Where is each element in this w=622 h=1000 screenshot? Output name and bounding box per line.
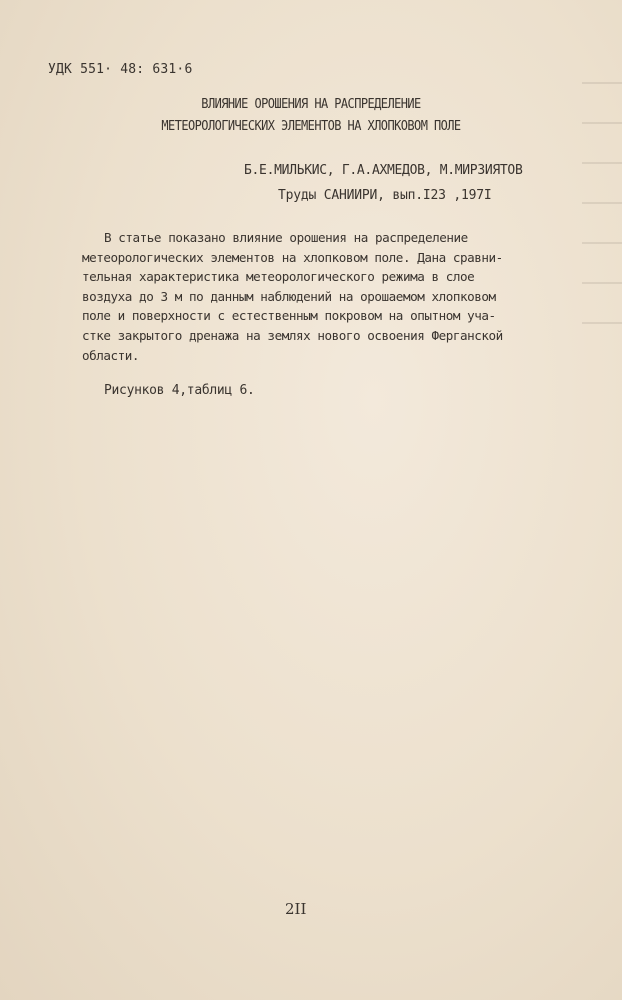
title-line-2: МЕТЕОРОЛОГИЧЕСКИХ ЭЛЕМЕНТОВ НА ХЛОПКОВОМ ПОЛЕ [161, 119, 461, 134]
title-line-1: ВЛИЯНИЕ ОРОШЕНИЯ НА РАСПРЕДЕЛЕНИЕ [201, 97, 421, 112]
abstract-line: В статье показано влияние орошения на распределение [104, 230, 468, 245]
abstract-line: поле и поверхности с естественным покровом на опытном уча- [82, 308, 496, 324]
abstract-line: воздуха до 3 м по данным наблюдений на орошаемом хлопковом [82, 288, 496, 304]
udk-code: УДК 551· 48: 631·6 [48, 62, 193, 77]
abstract [82, 228, 564, 365]
figures-tables-note: Рисунков 4,таблиц 6. [104, 383, 255, 398]
abstract-line: метеорологических элементов на хлопковом поле. Дана сравни- [82, 249, 503, 265]
publication-source: Труды САНИИРИ, вып.I23 ,197I [278, 188, 492, 203]
abstract-line: стке закрытого дренажа на землях нового освоения Ферганской [82, 327, 503, 343]
abstract-line: тельная характеристика метеорологического режима в слое [82, 269, 475, 285]
article-title [25, 94, 597, 138]
abstract-line: области. [82, 347, 140, 363]
authors: Б.Е.МИЛЬКИС, Г.А.АХМЕДОВ, М.МИРЗИЯТОВ [244, 163, 523, 178]
page-number: 2II [285, 900, 307, 918]
